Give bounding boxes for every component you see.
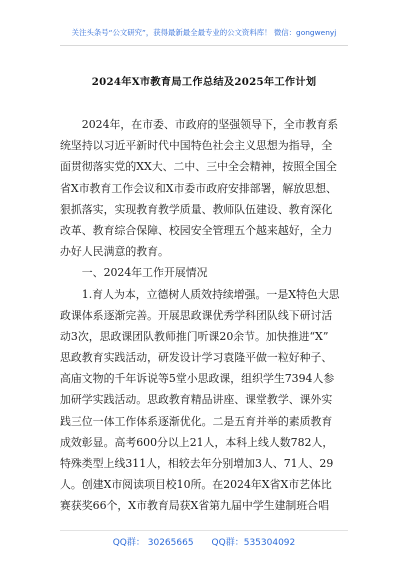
body-line: 思政教育实践活动，研发设计学习袁隆平做一粒好种子、 — [60, 351, 333, 365]
body-line: 加研学实践活动。思政教育精品讲座、课堂教学、课外实 — [60, 393, 333, 407]
body-line: 狠抓落实，实现教育教学质量、教师队伍建设、教育深化 — [60, 202, 333, 216]
body-line: 办好人民满意的教育。 — [60, 245, 169, 259]
body-line: 统坚持以习近平新时代中国特色社会主义思想为指导，全 — [60, 139, 333, 153]
body-line: 省X市教育工作会议和X市委市政府安排部署，解放思想、 — [60, 181, 337, 195]
section-heading: 一、2024年工作开展情况 — [60, 266, 208, 280]
body-line: 人。创建X市阅读项目校10所。在2024年X省X市艺体比 — [60, 478, 332, 492]
header-note: 关注头条号“公文研究”，获得最新最全最专业的公文资料库！ 微信：gongwenyj — [71, 28, 337, 37]
body-line: 2024年，在市委、市政府的坚强领导下，全市教育系 — [60, 118, 339, 131]
body-line: 改革、教育综合保障、校园安全管理五个越来越好，全力 — [60, 223, 333, 237]
body-line: 1.育人为本，立德树人质效持续增强。一是X特色大思 — [60, 287, 340, 301]
body-line: 高庙文物的千年诉说等5堂小思政课，组织学生7394人参 — [60, 372, 335, 386]
body-line: 成效彰显。高考600分以上21人，本科上线人数782人， — [60, 435, 334, 449]
body-line: 赛获奖66个，X市教育局获X省第九届中学生建制班合唱 — [60, 499, 329, 513]
body-line: 特殊类型上线311人，相较去年分别增加3人、71人、29 — [60, 457, 334, 470]
footer-divider — [60, 530, 348, 531]
header-divider — [60, 45, 348, 46]
body-line: 面贯彻落实党的XX大、二中、三中全会精神，按照全国全 — [60, 160, 337, 174]
body-line: 践三位一体工作体系逐渐优化。二是五育并举的素质教育 — [60, 414, 333, 428]
body-line: 政课体系逐渐完善。开展思政课优秀学科团队线下研讨活 — [60, 308, 333, 322]
document-body — [60, 114, 350, 517]
body-line: 动3次，思政课团队教师推门听课20余节。加快推进“X” — [60, 329, 329, 343]
document-title: 2024年X市教育局工作总结及2025年工作计划 — [91, 76, 317, 88]
footer-qq-groups: QQ群： 30265665 QQ群：535304092 — [112, 538, 296, 548]
